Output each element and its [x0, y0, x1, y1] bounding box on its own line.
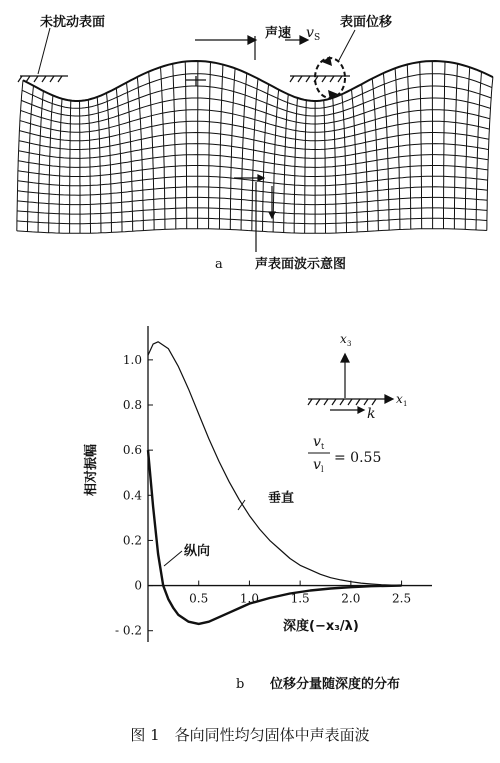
mesh-column-line	[230, 68, 235, 229]
mesh-column-line	[149, 72, 154, 230]
ratio-numerator-sub: t	[321, 442, 325, 451]
label-surface-displacement: 表面位移	[340, 15, 393, 30]
inset-k-label: k	[367, 406, 376, 422]
label-speed-symbol: v	[306, 25, 314, 41]
mesh-column-line	[284, 94, 289, 232]
series-label-longitudinal: 纵向	[184, 544, 211, 559]
mesh-column-line	[219, 65, 223, 230]
mesh-column-line	[17, 80, 23, 231]
longitudinal-leader	[164, 551, 182, 566]
axes-inset	[308, 354, 393, 413]
mesh-column-line	[487, 77, 493, 230]
ratio-denominator: v	[313, 457, 321, 473]
mesh-column-line	[383, 73, 389, 230]
mesh-column-line	[38, 91, 43, 232]
chart-series	[148, 342, 402, 624]
mesh-column-line	[137, 77, 143, 231]
label-speed-subscript: S	[314, 33, 321, 43]
mesh-column-line	[116, 88, 122, 232]
y-tick-label: - 0.2	[115, 623, 142, 638]
ratio-denominator-sub: l	[321, 465, 324, 474]
unperturbed-leader	[38, 28, 50, 74]
label-unperturbed-surface: 未扰动表面	[40, 15, 106, 30]
mesh-column-line	[88, 100, 90, 234]
mesh-column-line	[107, 93, 112, 232]
displacement-leader	[338, 30, 355, 62]
label-sound-speed: 声速	[265, 26, 292, 41]
ratio-numerator: v	[313, 434, 321, 450]
caption-b: 位移分量随深度的分布	[270, 677, 401, 692]
unperturbed-surface-hatch	[18, 76, 350, 82]
x-tick-label: 0.5	[189, 591, 209, 606]
y-tick-label: 0	[134, 578, 142, 593]
x-tick-label: 1.5	[290, 591, 310, 606]
figure-caption: 图 1 各向同性均匀固体中声表面波	[130, 726, 370, 744]
mesh-column-line	[273, 90, 279, 232]
mesh-column-line	[28, 86, 34, 232]
mesh-column-line	[80, 101, 81, 233]
mesh-column-line	[454, 64, 457, 229]
mesh-column-line	[395, 68, 400, 229]
crest-marker	[186, 76, 206, 86]
series-line-longitudinal	[148, 450, 402, 624]
y-axis-label: 相对振幅	[84, 443, 99, 497]
caption-b-letter: b	[236, 677, 245, 692]
mesh-column-line	[362, 84, 368, 231]
y-tick-label: 0.8	[122, 398, 142, 412]
mesh-column-line	[97, 97, 101, 233]
mesh-column-line	[333, 98, 336, 233]
mesh-column-line	[263, 84, 269, 231]
inset-x3-subscript: 3	[347, 340, 352, 348]
mesh-column-line	[59, 99, 62, 233]
mesh-column-line	[294, 98, 297, 233]
depth-arrows	[234, 175, 275, 252]
caption-a-letter: a	[215, 257, 223, 272]
y-tick-label: 0.4	[122, 488, 142, 503]
inset-x1-label: x	[396, 392, 403, 406]
caption-a: 声表面波示意图	[255, 257, 347, 272]
x-tick-label: 2.5	[392, 591, 412, 606]
y-tick-label: 1.0	[122, 352, 142, 367]
x-tick-label: 2.0	[341, 591, 361, 606]
inset-x1-subscript: 1	[403, 400, 408, 408]
vertical-leader	[238, 500, 245, 510]
mesh-column-line	[173, 64, 176, 229]
mesh-column-line	[161, 67, 166, 229]
mesh-column-line	[465, 67, 470, 229]
speed-arrow	[195, 36, 308, 60]
mesh-column-line	[252, 79, 258, 231]
mesh-column-line	[127, 83, 133, 232]
y-tick-label: 0.2	[122, 533, 142, 548]
mesh-column-line	[407, 65, 411, 230]
mesh-column-line	[49, 95, 53, 232]
mesh-column-line	[342, 94, 347, 232]
x-axis-label: 深度(−x₃/λ)	[283, 619, 359, 634]
y-tick-label: 0.6	[122, 443, 142, 458]
surface-wave-mesh	[17, 61, 493, 233]
depth-chart	[115, 326, 432, 642]
series-label-vertical: 垂直	[268, 491, 295, 506]
y-ticks	[115, 353, 153, 638]
mesh-column-line	[241, 73, 247, 230]
mesh-column-line	[372, 79, 378, 231]
ratio-value: = 0.55	[334, 450, 382, 466]
mesh-column-line	[352, 90, 358, 233]
mesh-column-line	[476, 72, 482, 230]
x-tick-label: 1.0	[239, 591, 259, 606]
inset-x3-label: x	[340, 332, 347, 346]
